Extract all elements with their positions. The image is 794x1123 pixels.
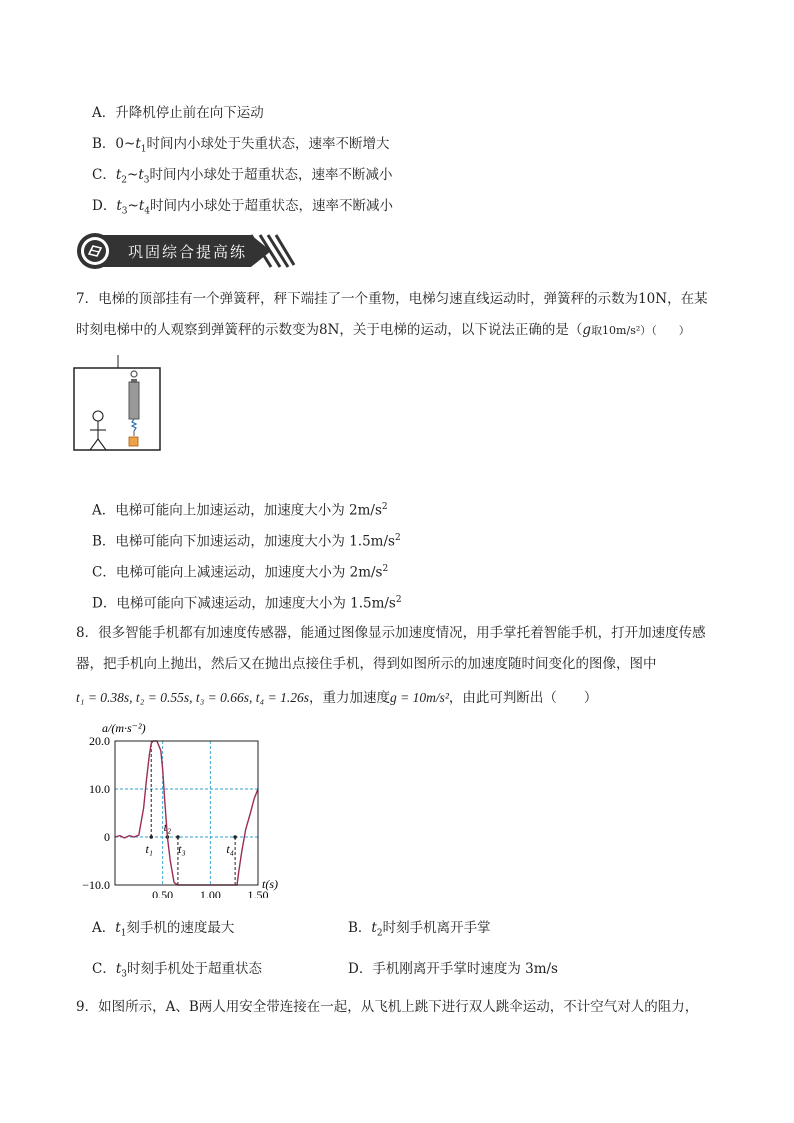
q9-stem-line1: 9．如图所示，A、B两人用安全带连接在一起，从飞机上跳下进行双人跳伞运动，不计空气对人的阻力， [76, 999, 699, 1015]
marker-label: t₃ [178, 842, 186, 856]
stick-person [90, 411, 106, 450]
elevator-figure [72, 352, 164, 454]
elevator-box [74, 368, 160, 450]
y-tick-label: 10.0 [89, 782, 110, 796]
q7-option-c: C．电梯可能向上减速运动，加速度大小为 $2m/s^2$ [92, 564, 389, 581]
y-tick-label: 0 [104, 830, 110, 844]
marker-dot [149, 835, 153, 839]
q8-option-c: C．$t_3$时刻手机处于超重状态 [92, 961, 263, 980]
marker-label: t₁ [145, 842, 153, 856]
plot-frame [115, 741, 258, 885]
q6-option-d: D．$t_3\sim t_4$时间内小球处于超重状态，速率不断减小 [92, 198, 393, 217]
section-banner [76, 232, 296, 270]
q7-option-a: A．电梯可能向上加速运动，加速度大小为 $2m/s^2$ [92, 502, 388, 519]
spring-scale [129, 382, 139, 419]
acceleration-chart [60, 716, 300, 898]
chart-grid [115, 741, 258, 885]
chart-markers [145, 741, 236, 885]
q6-option-b: B．$0\sim t_1$时间内小球处于失重状态，速率不断增大 [92, 136, 390, 155]
q8-stem-line1: 8．很多智能手机都有加速度传感器，能通过图像显示加速度情况，用手掌托着智能手机，打开加速度传感 [76, 625, 706, 641]
marker-dot [176, 835, 180, 839]
weight-block [129, 437, 138, 446]
x-axis-label: t(s) [262, 877, 278, 891]
q8-option-b: B．$t_2$时刻手机离开手掌 [348, 920, 491, 939]
q8-stem-line2: 器，把手机向上抛出，然后又在抛出点接住手机，得到如图所示的加速度随时间变化的图像，图中 [76, 656, 657, 672]
y-axis-label: a/(m·s⁻²) [102, 721, 146, 735]
x-tick-label: 1.50 [247, 888, 269, 898]
chart-ticks [82, 734, 268, 898]
q8-option-d: D．手机刚离开手掌时速度为 3m/s [348, 961, 558, 977]
x-tick-label: 0.50 [152, 888, 174, 898]
q8-option-a: A．$t_1$刻手机的速度最大 [92, 920, 235, 939]
y-tick-label: 20.0 [89, 734, 110, 748]
q6-option-c: C．$t_2\sim t_3$时间内小球处于超重状态，速率不断减小 [92, 167, 393, 186]
q7-stem-line2: 时刻电梯中的人观察到弹簧秤的示数变为8N，关于电梯的运动，以下说法正确的是（g取10m/s²）（ ） [76, 322, 690, 338]
q7-stem-line1: 7．电梯的顶部挂有一个弹簧秤，秤下端挂了一个重物，电梯匀速直线运动时，弹簧秤的示数为10N，在某 [76, 291, 708, 307]
spring-scale-hook [131, 371, 137, 377]
marker-dot [233, 835, 237, 839]
q6-option-a: A．升降机停止前在向下运动 [92, 105, 264, 121]
banner-title: 巩固综合提高练 [128, 243, 248, 261]
x-tick-label: 1.00 [199, 888, 221, 898]
marker-label: t₄ [226, 842, 234, 856]
q7-option-b: B．电梯可能向下加速运动，加速度大小为 $1.5m/s^2$ [92, 533, 401, 550]
y-tick-label: −10.0 [82, 878, 110, 892]
q7-option-d: D．电梯可能向下减速运动，加速度大小为 $1.5m/s^2$ [92, 595, 402, 612]
q8-stem-line3: t₁ = 0.38s, t₂ = 0.55s, t₃ = 0.66s, t₄ = 1.26s，重力加速度g = 10m/s²，由此可判断出（ ） [76, 690, 598, 706]
acceleration-curve [115, 741, 258, 885]
marker-label: t₂ [163, 820, 172, 834]
